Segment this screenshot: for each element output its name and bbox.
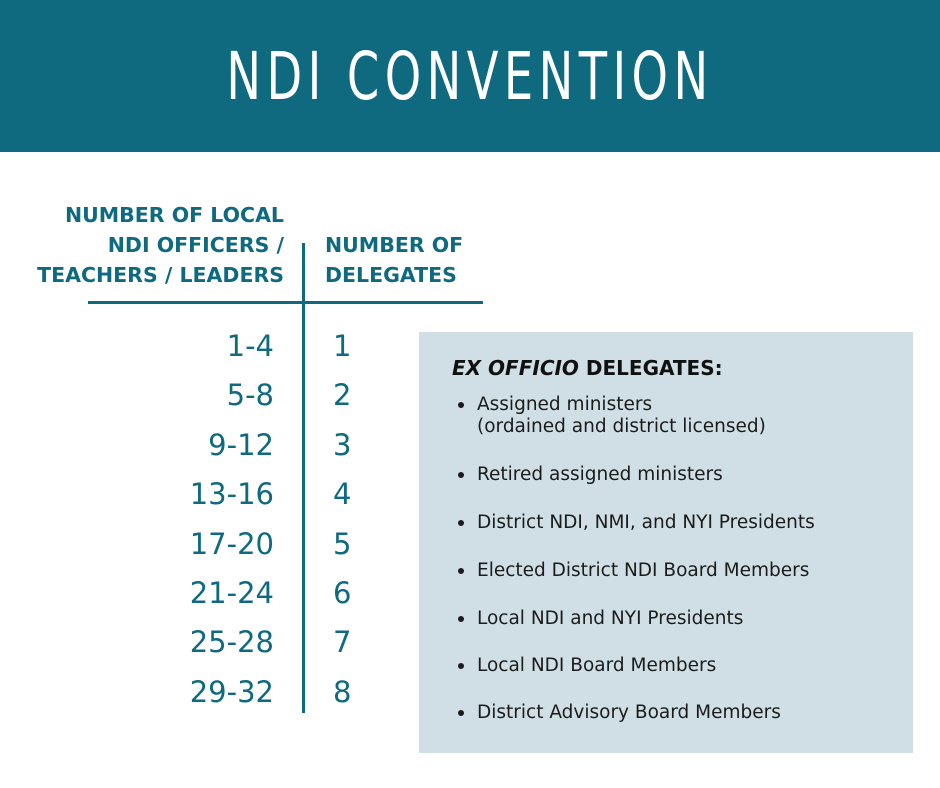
delegates-header-line-2: DELEGATES — [325, 263, 457, 287]
ex-officio-title — [452, 356, 723, 380]
delegate-count: 4 — [333, 477, 352, 512]
list-item-text: District Advisory Board Members — [477, 702, 781, 723]
bullet-icon — [458, 663, 464, 669]
officer-range: 29-32 — [189, 674, 274, 709]
table-row — [0, 322, 420, 371]
table-row — [0, 668, 420, 717]
officers-header-line-1: NUMBER OF LOCAL — [64, 203, 284, 227]
delegate-count: 1 — [333, 329, 352, 363]
table-row — [0, 371, 420, 420]
officer-range: 1-4 — [226, 329, 274, 363]
delegate-count: 2 — [333, 378, 352, 413]
bullet-icon — [458, 520, 464, 526]
list-item — [455, 655, 905, 677]
table-row — [0, 470, 420, 519]
delegate-table — [0, 322, 420, 717]
officer-range: 13-16 — [189, 477, 274, 512]
delegate-count: 7 — [333, 625, 352, 660]
delegate-count: 8 — [333, 674, 352, 709]
officer-range: 17-20 — [189, 526, 274, 561]
list-item-text: Local NDI Board Members — [477, 655, 717, 676]
delegate-count: 6 — [333, 575, 352, 610]
page-title: NDI CONVENTION — [226, 37, 714, 115]
table-row — [0, 421, 420, 470]
list-item — [455, 512, 905, 534]
officers-header-line-3: TEACHERS / LEADERS — [37, 263, 284, 287]
bullet-icon — [458, 710, 464, 716]
bullet-icon — [458, 616, 464, 622]
officers-column-header — [0, 200, 284, 290]
officers-header-line-2: NDI OFFICERS / — [107, 233, 284, 257]
ex-officio-title-rest: DELEGATES: — [578, 356, 723, 380]
delegate-count: 3 — [333, 427, 352, 462]
officer-range: 9-12 — [208, 427, 274, 462]
list-item — [455, 560, 905, 582]
table-row — [0, 618, 420, 667]
list-item-text: Local NDI and NYI Presidents — [477, 608, 744, 629]
table-horizontal-divider — [88, 301, 483, 304]
ex-officio-panel — [419, 332, 913, 753]
bullet-icon — [458, 402, 464, 408]
list-item-text: Assigned ministers — [477, 394, 653, 415]
bullet-icon — [458, 472, 464, 478]
delegates-header-line-1: NUMBER OF — [325, 233, 464, 257]
bullet-icon — [458, 568, 464, 574]
ex-officio-title-italic: EX OFFICIO — [452, 356, 579, 380]
list-item-text: Retired assigned ministers — [477, 464, 723, 485]
delegates-column-header — [325, 230, 525, 290]
list-item-text: District NDI, NMI, and NYI Presidents — [477, 512, 815, 533]
list-item — [455, 608, 905, 630]
list-item-subtext: (ordained and district licensed) — [477, 416, 766, 437]
list-item — [455, 464, 905, 486]
list-item — [455, 394, 905, 438]
delegate-count: 5 — [333, 526, 352, 561]
officer-range: 25-28 — [189, 625, 274, 660]
officer-range: 5-8 — [226, 378, 274, 413]
table-row — [0, 569, 420, 618]
ex-officio-list — [455, 394, 905, 724]
list-item — [455, 702, 905, 724]
table-row — [0, 520, 420, 569]
officer-range: 21-24 — [189, 575, 274, 610]
list-item-text: Elected District NDI Board Members — [477, 560, 810, 581]
